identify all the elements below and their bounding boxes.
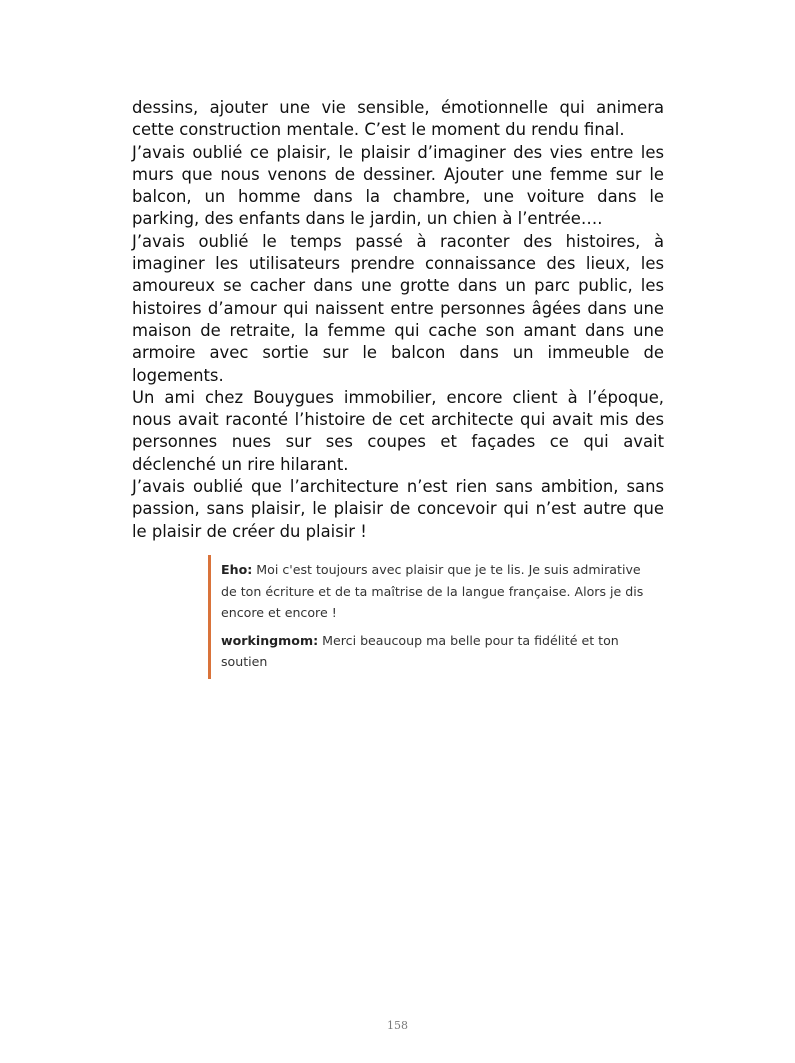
paragraph: Un ami chez Bouygues immobilier, encore client à l’époque, nous avait raconté l’histoire de cet architecte qui avait mis des personnes nues sur ses coupes et façades ce qui avait déclenché un rire hilarant. <box>132 387 664 474</box>
body-text <box>132 97 664 543</box>
comment <box>221 630 651 673</box>
comment-text: Moi c'est toujours avec plaisir que je te lis. Je suis admirative de ton écriture et de ta maîtrise de la langue française. Alors je dis encore et encore ! <box>221 562 644 620</box>
paragraph: dessins, ajouter une vie sensible, émotionnelle qui animera cette construction mentale. C’est le moment du rendu final. <box>132 98 664 140</box>
comments-block <box>208 555 651 679</box>
comment-author: workingmom: <box>221 632 319 648</box>
paragraph: J’avais oublié ce plaisir, le plaisir d’imaginer des vies entre les murs que nous venons de dessiner. Ajouter une femme sur le balcon, un homme dans la chambre, une voiture dans le parking, des enfants dans le jardin, un chien à l’entrée…. <box>132 142 664 229</box>
comment-author: Eho: <box>221 562 253 577</box>
comment-text: Merci beaucoup ma belle pour ta fidélité et ton soutien <box>221 632 619 669</box>
paragraph: J’avais oublié que l’architecture n’est rien sans ambition, sans passion, sans plaisir, le plaisir de concevoir qui n’est autre que le plaisir de créer du plaisir ! <box>132 477 664 541</box>
comment <box>221 559 651 624</box>
paragraph: J’avais oublié le temps passé à raconter des histoires, à imaginer les utilisateurs prendre connaissance des lieux, les amoureux se cacher dans une grotte dans un parc public, les histoires d’amour qui naissent entre personnes âgées dans une maison de retraite, la femme qui cache son amant dans une armoire avec sortie sur le balcon dans un immeuble de logements. <box>132 231 664 385</box>
page-number: 158 <box>387 1019 408 1032</box>
